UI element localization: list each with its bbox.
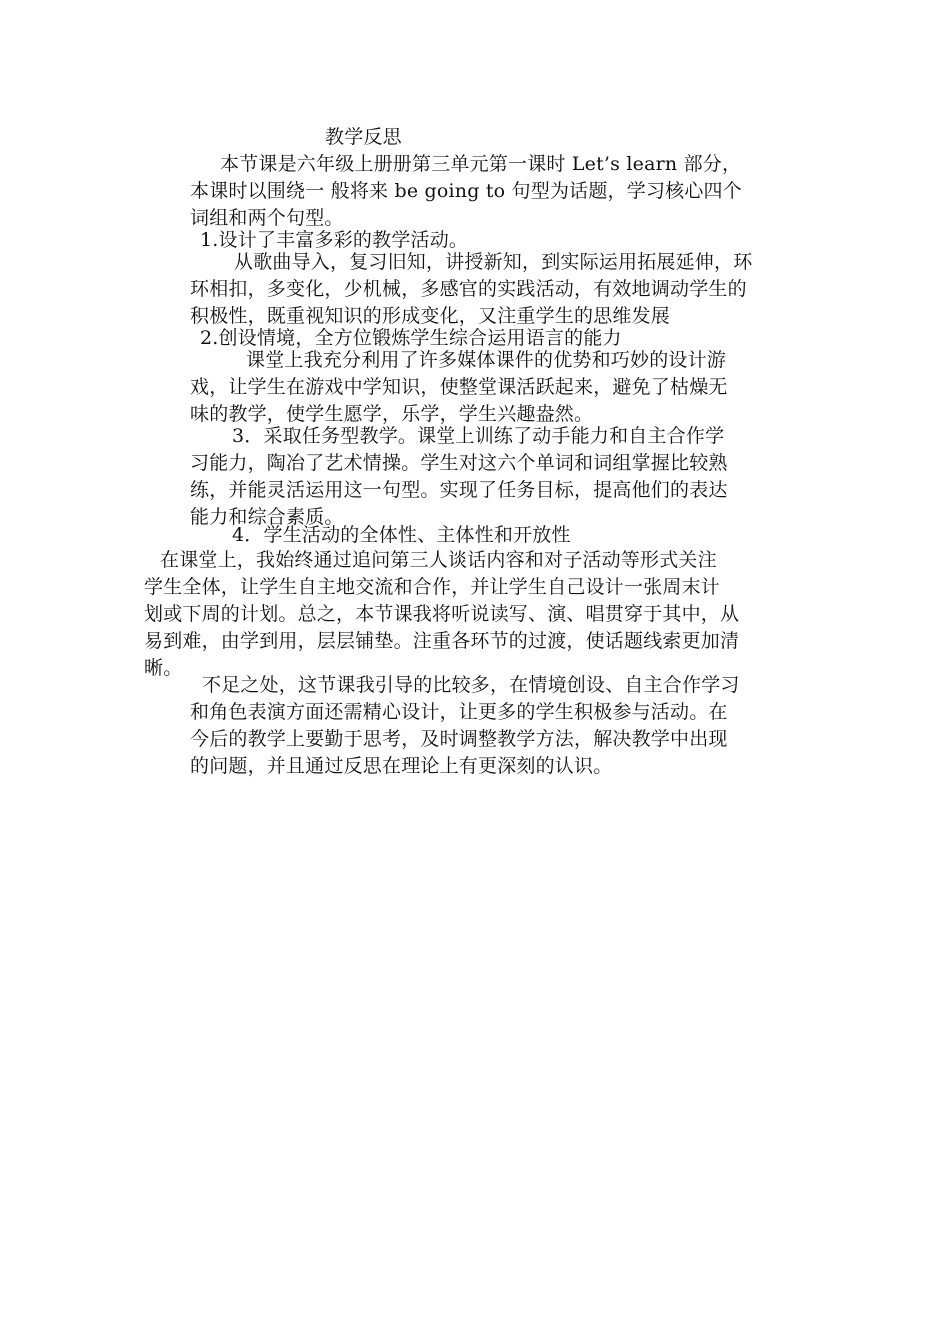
conclusion-line: 今后的教学上要勤于思考，及时调整教学方法，解决教学中出现 xyxy=(190,728,728,750)
point4-line: 划或下周的计划。总之，本节课我将听说读写、演、唱贯穿于其中，从 xyxy=(144,603,740,625)
point3-line: 习能力，陶冶了艺术情操。学生对这六个单词和词组掌握比较熟 xyxy=(190,452,728,474)
point4-heading-text: 4．学生活动的全体性、主体性和开放性 xyxy=(232,524,571,546)
intro-line: 本课时以围绕一 般将来 be going to 句型为话题，学习核心四个 xyxy=(190,180,742,202)
point4-line: 晰。 xyxy=(144,657,183,679)
conclusion-line: 和角色表演方面还需精心设计，让更多的学生积极参与活动。在 xyxy=(190,701,728,723)
conclusion-paragraph xyxy=(190,672,740,780)
point1-paragraph xyxy=(190,249,752,330)
point3-line: 3．采取任务型教学。课堂上训练了动手能力和自主合作学 xyxy=(232,425,725,447)
point1-line: 从歌曲导入，复习旧知，讲授新知，到实际运用拓展延伸，环 xyxy=(234,251,753,273)
point2-paragraph xyxy=(190,347,728,428)
point3-line: 能力和综合素质。 xyxy=(190,506,344,528)
point4-line: 在课堂上，我始终通过追问第三人谈话内容和对子活动等形式关注 xyxy=(160,549,717,571)
point4-paragraph xyxy=(144,547,739,682)
point4-heading xyxy=(232,522,571,549)
point1-heading-text: 1.设计了丰富多彩的教学活动。 xyxy=(200,229,469,251)
point2-line: 课堂上我充分利用了许多媒体课件的优势和巧妙的设计游 xyxy=(246,349,727,371)
point1-line: 环相扣，多变化，少机械，多感官的实践活动，有效地调动学生的 xyxy=(190,278,747,300)
point3-paragraph xyxy=(190,423,728,531)
point2-heading-text: 2.创设情境，全方位锻炼学生综合运用语言的能力 xyxy=(200,327,622,349)
point1-line: 积极性，既重视知识的形成变化，又注重学生的思维发展 xyxy=(190,305,671,327)
point2-line: 味的教学，使学生愿学，乐学，学生兴趣盎然。 xyxy=(190,403,594,425)
point4-line: 学生全体，让学生自主地交流和合作，并让学生自己设计一张周末计 xyxy=(144,576,721,598)
conclusion-line: 不足之处，这节课我引导的比较多，在情境创设、自主合作学习 xyxy=(202,674,740,696)
conclusion-line: 的问题，并且通过反思在理论上有更深刻的认识。 xyxy=(190,755,613,777)
document-title xyxy=(325,124,402,151)
point3-line: 练，并能灵活运用这一句型。实现了任务目标，提高他们的表达 xyxy=(190,479,728,501)
intro-line: 本节课是六年级上册册第三单元第一课时 Let’s learn 部分， xyxy=(220,153,742,175)
point4-line: 易到难，由学到用，层层铺垫。注重各环节的过渡，使话题线索更加清 xyxy=(144,630,740,652)
point2-line: 戏，让学生在游戏中学知识，使整堂课活跃起来，避免了枯燥无 xyxy=(190,376,728,398)
intro-line: 词组和两个句型。 xyxy=(190,207,344,229)
intro-paragraph xyxy=(190,151,742,232)
title-text: 教学反思 xyxy=(325,126,402,148)
